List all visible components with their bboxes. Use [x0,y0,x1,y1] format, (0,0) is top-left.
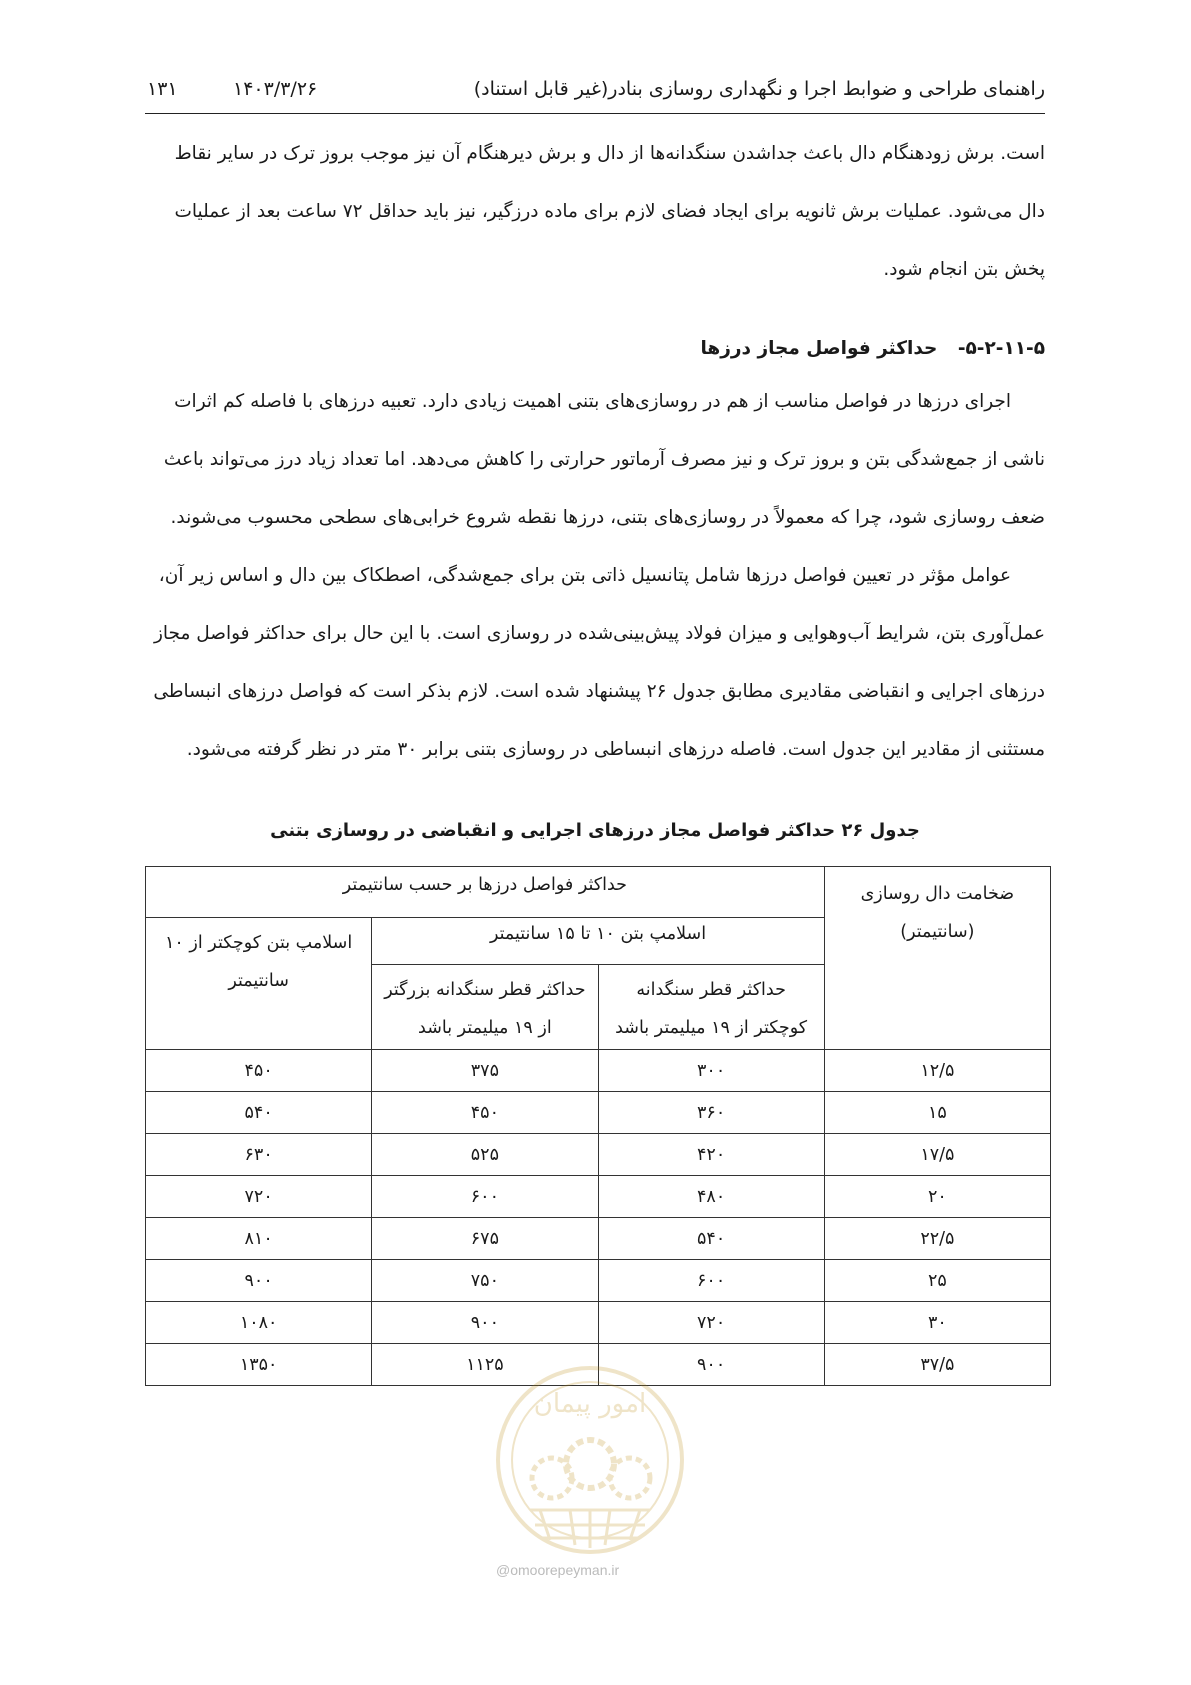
cell-low-slump: ۵۴۰ [146,1092,372,1134]
watermark-site: @omoorepeyman.ir [496,1562,620,1578]
section-heading [145,338,1045,359]
header-date: ۱۴۰۳/۳/۲۶ [233,78,318,100]
cell-thickness: ۳۰ [824,1302,1050,1344]
header-agg-small-line: حداکثر قطر سنگدانه [636,980,786,1000]
table-row [146,1134,1051,1176]
paragraph-line: درزهای اجرایی و انقباضی مقادیری مطابق جدول ۲۶ پیشنهاد شده است. لازم بذکر است که فواصل درزهای انبساطی [153,681,1045,702]
header-title: راهنمای طراحی و ضوابط اجرا و نگهداری روسازی بنادر(غیر قابل استناد) [473,78,1045,100]
section-title: حداکثر فواصل مجاز درزها [700,338,938,359]
cell-thickness: ۲۲/۵ [824,1218,1050,1260]
paragraph-line: عمل‌آوری بتن، شرایط آب‌وهوایی و میزان فولاد پیش‌بینی‌شده در روسازی است. با این حال برای حداکثر فواصل مجاز [153,623,1045,644]
header-thickness-unit: (سانتیمتر) [900,922,975,942]
header-thickness-line: ضخامت دال روسازی [860,884,1015,904]
table-header-row [146,867,1051,918]
table-row [146,1218,1051,1260]
header-slump-lt10-line: سانتیمتر [228,971,289,991]
paragraph-line: مستثنی از مقادیر این جدول است. فاصله درزهای انبساطی در روسازی بتنی برابر ۳۰ متر در نظر گرفته می‌شود. [186,739,1045,760]
cell-small-agg: ۳۶۰ [598,1092,824,1134]
cell-thickness: ۲۰ [824,1176,1050,1218]
section-number: ۵-۲-۱۱-۵- [957,338,1045,359]
intro-line: دال می‌شود. عملیات برش ثانویه برای ایجاد فضای لازم برای ماده درزگیر، نیز باید حداقل ۷۲ ساعت بعد از عملیات [174,201,1045,222]
cell-low-slump: ۴۵۰ [146,1050,372,1092]
cell-small-agg: ۴۸۰ [598,1176,824,1218]
paragraph-2 [145,547,1045,779]
table-row [146,1302,1051,1344]
cell-large-agg: ۶۷۵ [372,1218,598,1260]
header-slump-10-15: اسلامپ بتن ۱۰ تا ۱۵ سانتیمتر [372,918,825,965]
header-agg-large [372,965,598,1050]
table-row [146,1260,1051,1302]
cell-low-slump: ۷۲۰ [146,1176,372,1218]
header-agg-large-line: از ۱۹ میلیمتر باشد [418,1018,552,1038]
cell-large-agg: ۴۵۰ [372,1092,598,1134]
cell-large-agg: ۱۱۲۵ [372,1344,598,1386]
cell-thickness: ۱۷/۵ [824,1134,1050,1176]
header-agg-small-line: کوچکتر از ۱۹ میلیمتر باشد [615,1018,808,1038]
cell-large-agg: ۷۵۰ [372,1260,598,1302]
page-number: ۱۳۱ [147,78,178,100]
table-row [146,1176,1051,1218]
watermark-logo-text: امور پیمان [533,1389,647,1419]
cell-small-agg: ۵۴۰ [598,1218,824,1260]
joint-spacing-table [145,866,1051,1386]
page-header [145,72,1045,112]
cell-large-agg: ۹۰۰ [372,1302,598,1344]
header-max-spacing: حداکثر فواصل درزها بر حسب سانتیمتر [146,867,825,918]
header-slump-lt10-line: اسلامپ بتن کوچکتر از ۱۰ [165,933,353,953]
cell-thickness: ۱۲/۵ [824,1050,1050,1092]
cell-small-agg: ۳۰۰ [598,1050,824,1092]
cell-low-slump: ۱۳۵۰ [146,1344,372,1386]
cell-large-agg: ۳۷۵ [372,1050,598,1092]
intro-paragraph [145,125,1045,299]
cell-low-slump: ۱۰۸۰ [146,1302,372,1344]
table-caption: جدول ۲۶ حداکثر فواصل مجاز درزهای اجرایی و انقباضی در روسازی بتنی [270,820,920,841]
paragraph-line: ضعف روسازی شود، چرا که معمولاً در روسازی‌های بتنی، درزها نقطه شروع خرابی‌های سطحی محسوب می‌شوند. [170,507,1045,528]
header-divider [145,113,1045,114]
cell-large-agg: ۶۰۰ [372,1176,598,1218]
header-thickness [824,867,1050,1050]
cell-small-agg: ۷۲۰ [598,1302,824,1344]
paragraph-line: اجرای درزها در فواصل مناسب از هم در روسازی‌های بتنی اهمیت زیادی دارد. تعبیه درزهای با فاصله کم اثرات [174,391,1011,412]
cell-low-slump: ۸۱۰ [146,1218,372,1260]
intro-line: است. برش زودهنگام دال باعث جداشدن سنگدانه‌ها از دال و برش دیرهنگام آن نیز موجب بروز ترک در سایر نقاط [174,143,1045,164]
cell-small-agg: ۶۰۰ [598,1260,824,1302]
cell-thickness: ۳۷/۵ [824,1344,1050,1386]
intro-line: پخش بتن انجام شود. [883,259,1045,280]
cell-small-agg: ۹۰۰ [598,1344,824,1386]
watermark-logo-icon [490,1360,690,1560]
paragraph-line: ناشی از جمع‌شدگی بتن و بروز ترک و نیز مصرف آرماتور حرارتی را کاهش می‌دهد. اما تعداد زیاد درز می‌تواند باعث [163,449,1045,470]
cell-thickness: ۱۵ [824,1092,1050,1134]
cell-low-slump: ۹۰۰ [146,1260,372,1302]
table-row [146,1092,1051,1134]
cell-low-slump: ۶۳۰ [146,1134,372,1176]
table-row [146,1050,1051,1092]
paragraph-line: عوامل مؤثر در تعیین فواصل درزها شامل پتانسیل ذاتی بتن برای جمع‌شدگی، اصطکاک بین دال و اساس زیر آن، [158,565,1011,586]
paragraph-1 [145,373,1045,547]
header-slump-lt10 [146,918,372,1050]
header-agg-small [598,965,824,1050]
cell-small-agg: ۴۲۰ [598,1134,824,1176]
header-agg-large-line: حداکثر قطر سنگدانه بزرگتر [384,980,586,1000]
cell-large-agg: ۵۲۵ [372,1134,598,1176]
cell-thickness: ۲۵ [824,1260,1050,1302]
